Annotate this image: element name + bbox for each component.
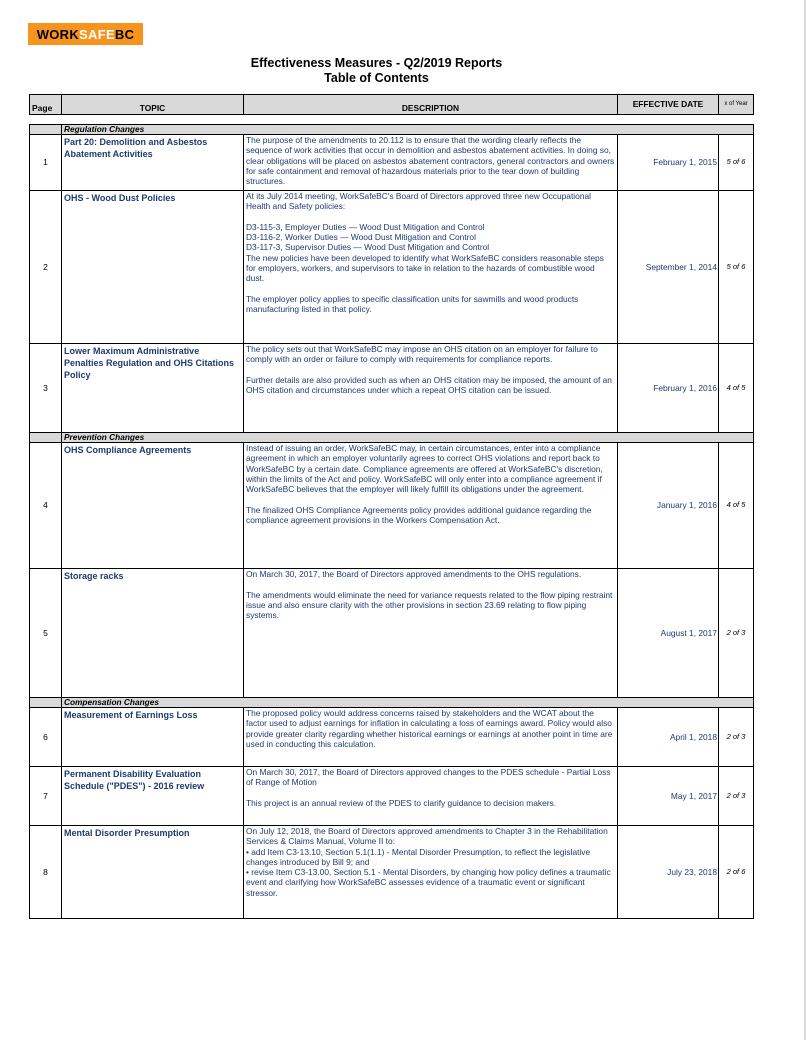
header-description: DESCRIPTION [244,95,618,115]
header-page: Page [30,95,62,115]
header-x-of-year: x of Year [719,95,754,115]
row-topic: OHS Compliance Agreements [62,443,244,569]
section-regulation-changes [30,125,754,135]
row-topic: Part 20: Demolition and Asbestos Abatement Activities [62,135,244,191]
row-description: The proposed policy would address concerns raised by stakeholders and the WCAT about the factor used to adjust earnings for inflation in calculating a loss of earnings award. Policy would also provide greater clarity regarding whether historical earnings or earnings at another point in time are used in conducting this calculation. [244,708,618,767]
row-effective-date: August 1, 2017 [618,569,719,698]
report-subtitle: Table of Contents [324,71,429,85]
row-page: 2 [30,191,62,344]
section-label: Compensation Changes [62,698,754,708]
report-title: Effectiveness Measures - Q2/2019 Reports [250,56,503,70]
table-row [30,344,754,433]
row-page: 3 [30,344,62,433]
table-row [30,767,754,826]
section-label: Prevention Changes [62,433,754,443]
row-effective-date: April 1, 2018 [618,708,719,767]
row-x-of-year: 4 of 5 [719,344,754,433]
row-page: 7 [30,767,62,826]
table-row [30,708,754,767]
logo-text-bc: BC [114,26,135,42]
spacer-row [30,115,754,125]
row-topic: Lower Maximum Administrative Penalties Regulation and OHS Citations Policy [62,344,244,433]
row-description: The policy sets out that WorkSafeBC may impose an OHS citation on an employer for failure to comply with an order or failure to comply with requirements for compliance reports. Further details are also provided such as when an OHS citation may be imposed, the amount of an OHS citation and circumstances under which a repeat OHS citation can be issued. [244,344,618,433]
row-topic: OHS - Wood Dust Policies [62,191,244,344]
row-topic: Storage racks [62,569,244,698]
row-page: 6 [30,708,62,767]
worksafebc-logo [28,23,143,45]
table-row [30,191,754,344]
row-description: Instead of issuing an order, WorkSafeBC may, in certain circumstances, enter into a compliance agreement in which an employer voluntarily agrees to correct OHS violations and report back to WorkSafeBC by a certain date. Compliance agreements are offered at WorkSafeBC's discretion, within the limits of the Act and policy. WorkSafeBC will only enter into a compliance agreement if WorkSafeBC believes that the employer will likely fulfill its obligations under the agreement. The finalized OHS Compliance Agreements policy provides additional guidance regarding the compliance agreement provisions in the Workers Compensation Act. [244,443,618,569]
table-row [30,443,754,569]
row-description: On July 12, 2018, the Board of Directors approved amendments to Chapter 3 in the Rehabilitation Services & Claims Manual, Volume II to: • add Item C3-13.10, Section 5.1(1.1) - Mental Disorder Presumption, to reflect the legislative changes introduced by Bill 9; and • revise Item C3-13.00, Section 5.1 - Mental Disorders, by changing how policy defines a traumatic event and clarifying how WorkSafeBC assesses evidence of a traumatic event or significant stressor. [244,826,618,919]
row-effective-date: July 23, 2018 [618,826,719,919]
row-page: 1 [30,135,62,191]
header-effective-date: EFFECTIVE DATE [618,95,719,115]
row-effective-date: February 1, 2015 [618,135,719,191]
row-effective-date: January 1, 2016 [618,443,719,569]
logo-text-work: WORK [36,26,80,42]
row-x-of-year: 5 of 6 [719,135,754,191]
table-row [30,826,754,919]
table-row [30,135,754,191]
row-effective-date: September 1, 2014 [618,191,719,344]
row-topic: Measurement of Earnings Loss [62,708,244,767]
section-prevention-changes [30,433,754,443]
section-compensation-changes [30,698,754,708]
row-effective-date: May 1, 2017 [618,767,719,826]
header-topic: TOPIC [62,95,244,115]
row-page: 5 [30,569,62,698]
row-topic: Permanent Disability Evaluation Schedule ("PDES") - 2016 review [62,767,244,826]
row-x-of-year: 5 of 6 [719,191,754,344]
row-effective-date: February 1, 2016 [618,344,719,433]
logo-text-safe: SAFE [79,26,115,42]
row-description: On March 30, 2017, the Board of Directors approved amendments to the OHS regulations. The amendments would eliminate the need for variance requests related to the flow piping restraint issue and also ensure clarity with the other provisions in section 23.69 relating to flow piping systems. [244,569,618,698]
row-description: The purpose of the amendments to 20.112 is to ensure that the wording clearly reflects the sequence of work activities that occur in demolition and asbestos abatement activities. In doing so, clear obligations will be placed on asbestos abatement contractors, general contractors and owners for safe containment and removal of hazardous materials prior to the tear down of building structures. [244,135,618,191]
table-row [30,569,754,698]
row-x-of-year: 4 of 5 [719,443,754,569]
table-of-contents [29,94,754,919]
section-label: Regulation Changes [62,125,754,135]
row-description: On March 30, 2017, the Board of Directors approved changes to the PDES schedule - Partial Loss of Range of Motion This project is an annual review of the PDES to clarify guidance to decision makers. [244,767,618,826]
row-x-of-year: 2 of 3 [719,767,754,826]
row-topic: Mental Disorder Presumption [62,826,244,919]
row-page: 4 [30,443,62,569]
row-page: 8 [30,826,62,919]
row-x-of-year: 2 of 3 [719,708,754,767]
row-x-of-year: 2 of 6 [719,826,754,919]
header-row [30,95,754,115]
row-description: At its July 2014 meeting, WorkSafeBC's Board of Directors approved three new Occupational Health and Safety policies: D3-115-3, Employer Duties — Wood Dust Mitigation and Control D3-116-2, Worker Duties — Wood Dust Mitigation and Control D3-117-3, Supervisor Duties — Wood Dust Mitigation and Control The new policies have been developed to identify what WorkSafeBC considers reasonable steps for employers, workers, and supervisors to take in relation to the hazards of combustible wood dust. The employer policy applies to specific classification units for sawmills and wood products manufacturing listed in that policy. [244,191,618,344]
row-x-of-year: 2 of 3 [719,569,754,698]
